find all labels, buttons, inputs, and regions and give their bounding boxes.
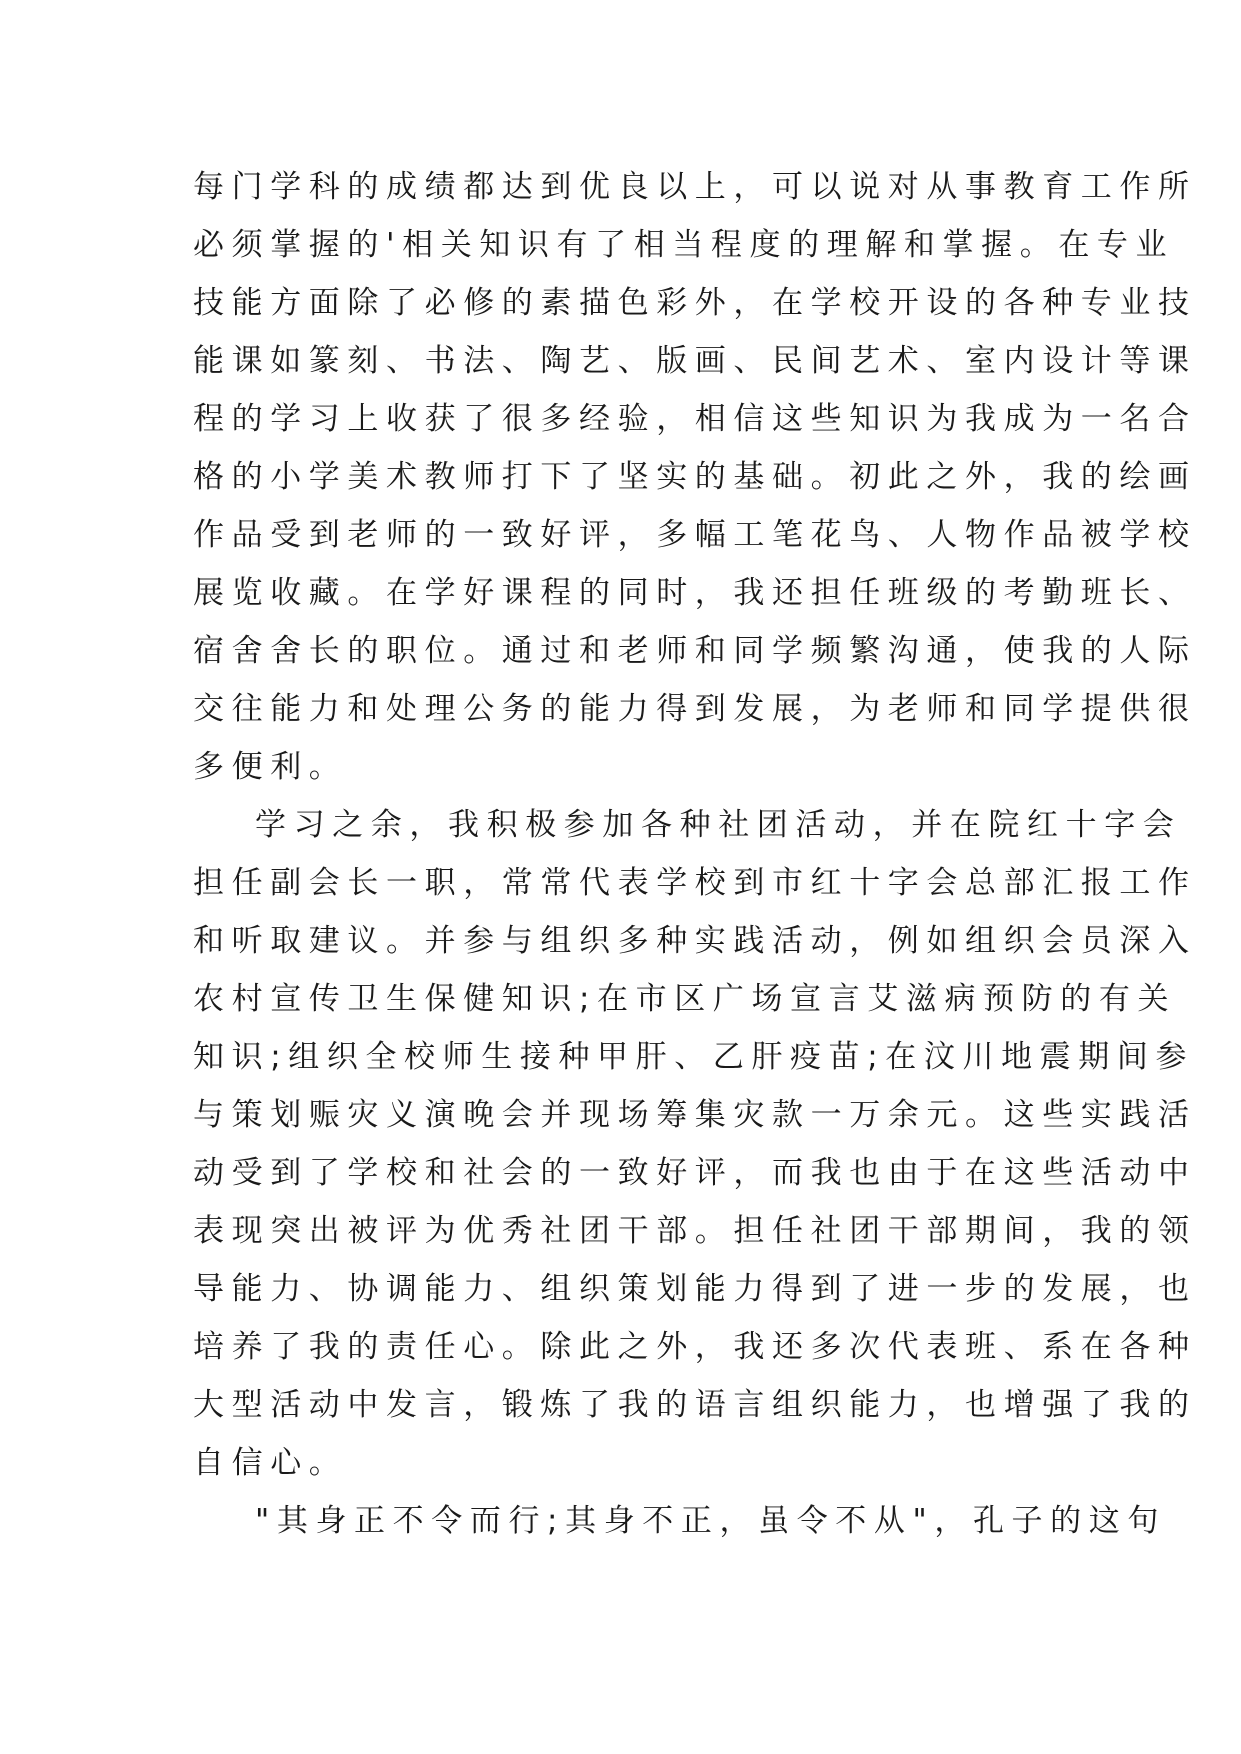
text-line: 能课如篆刻、书法、陶艺、版画、民间艺术、室内设计等课: [193, 343, 1197, 379]
text-line: 交往能力和处理公务的能力得到发展，为老师和同学提供很: [193, 691, 1197, 727]
paragraph-start-line: "其身正不令而行;其身不正，虽令不从"，孔子的这句: [255, 1503, 1166, 1539]
text-line: 和听取建议。并参与组织多种实践活动，例如组织会员深入: [193, 923, 1197, 959]
text-line: 多便利。: [193, 749, 348, 785]
text-line: 表现突出被评为优秀社团干部。担任社团干部期间，我的领: [193, 1213, 1197, 1249]
text-line: 动受到了学校和社会的一致好评，而我也由于在这些活动中: [193, 1155, 1197, 1191]
text-line: 自信心。: [193, 1445, 348, 1481]
text-line: 作品受到老师的一致好评，多幅工笔花鸟、人物作品被学校: [193, 517, 1197, 553]
text-line: 培养了我的责任心。除此之外，我还多次代表班、系在各种: [193, 1329, 1197, 1365]
text-line: 知识;组织全校师生接种甲肝、乙肝疫苗;在汶川地震期间参: [193, 1039, 1195, 1075]
text-line: 大型活动中发言，锻炼了我的语言组织能力，也增强了我的: [193, 1387, 1197, 1423]
text-line: 与策划赈灾义演晚会并现场筹集灾款一万余元。这些实践活: [193, 1097, 1197, 1133]
text-line: 导能力、协调能力、组织策划能力得到了进一步的发展，也: [193, 1271, 1197, 1307]
text-line: 必须掌握的'相关知识有了相当程度的理解和掌握。在专业: [193, 227, 1175, 263]
text-line: 农村宣传卫生保健知识;在市区广场宣言艾滋病预防的有关: [193, 981, 1177, 1017]
text-line: 担任副会长一职，常常代表学校到市红十字会总部汇报工作: [193, 865, 1197, 901]
text-line: 技能方面除了必修的素描色彩外，在学校开设的各种专业技: [193, 285, 1197, 321]
text-line: 宿舍舍长的职位。通过和老师和同学频繁沟通，使我的人际: [193, 633, 1197, 669]
paragraph-start-line: 学习之余，我积极参加各种社团活动，并在院红十字会: [255, 807, 1182, 843]
text-line: 展览收藏。在学好课程的同时，我还担任班级的考勤班长、: [193, 575, 1197, 611]
text-line: 格的小学美术教师打下了坚实的基础。初此之外，我的绘画: [193, 459, 1197, 495]
text-line: 每门学科的成绩都达到优良以上，可以说对从事教育工作所: [193, 169, 1197, 205]
text-line: 程的学习上收获了很多经验，相信这些知识为我成为一名合: [193, 401, 1197, 437]
